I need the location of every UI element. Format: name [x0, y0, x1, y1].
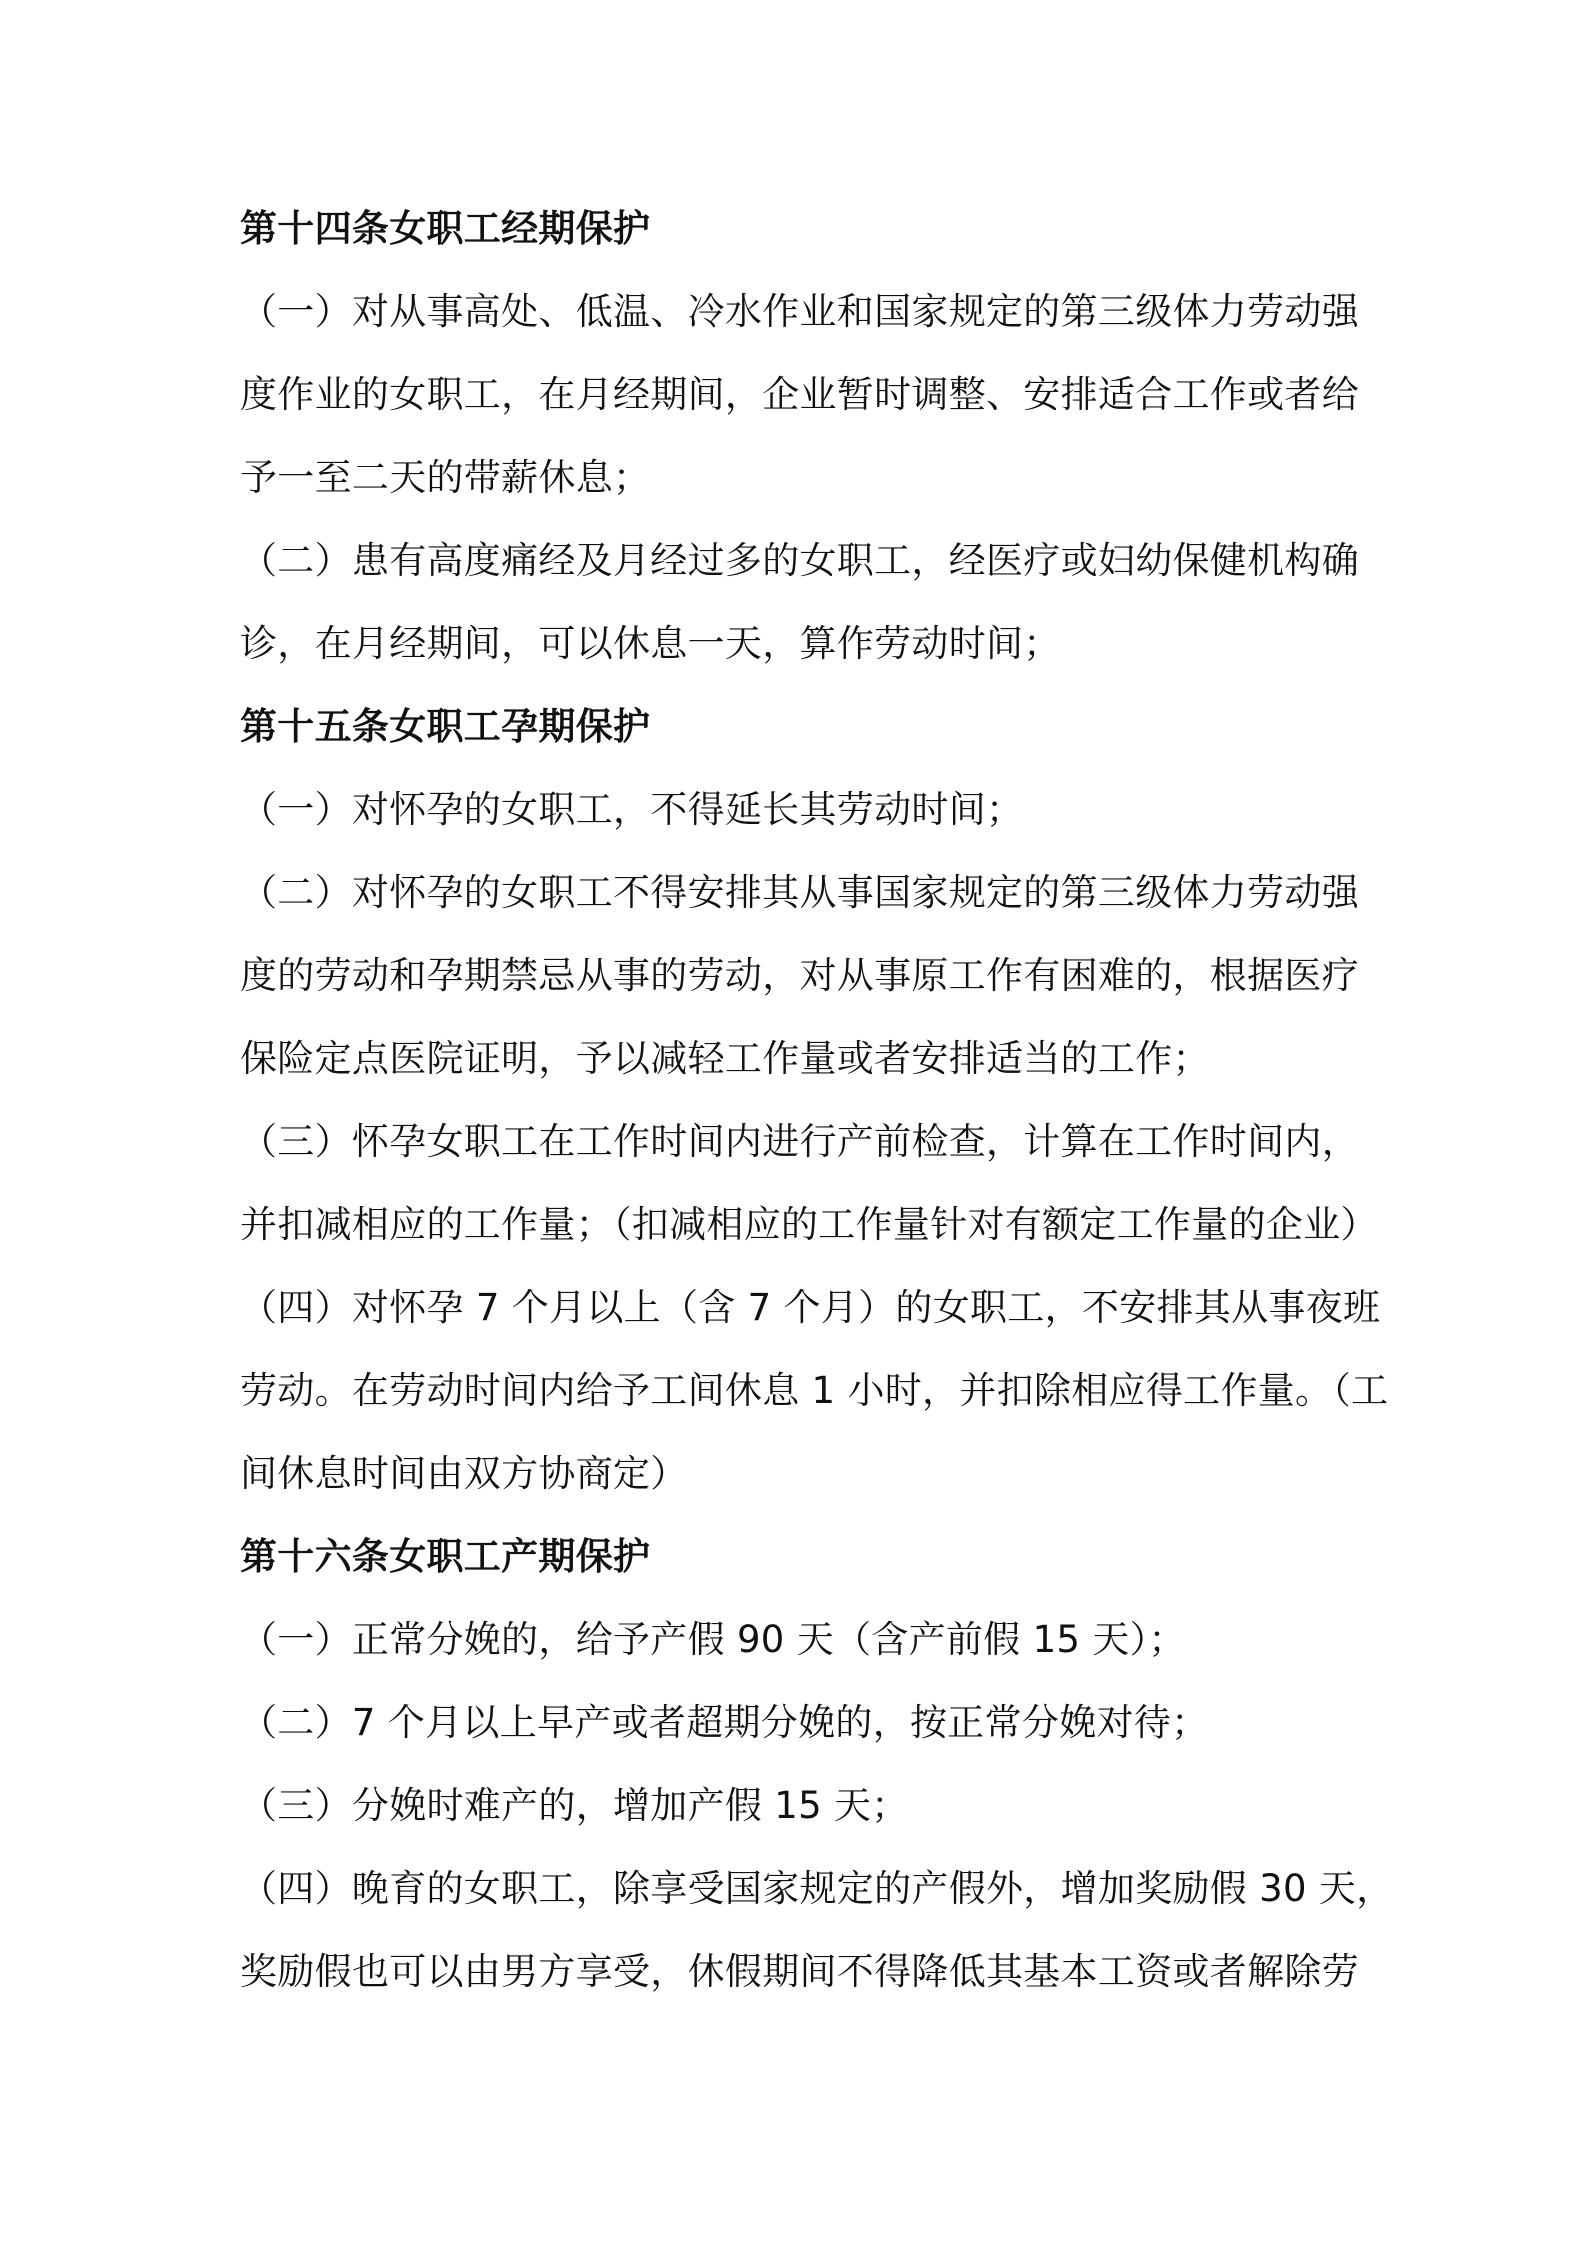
paragraph-line: 间休息时间由双方协商定） — [240, 1452, 688, 1495]
paragraph-line: （一）对从事高处、低温、冷水作业和国家规定的第三级体力劳动强 — [240, 290, 1359, 333]
paragraph-line: （四）晚育的女职工，除享受国家规定的产假外，增加奖励假 30 天， — [240, 1867, 1394, 1910]
article-15-heading: 第十五条女职工孕期保护 — [240, 705, 651, 748]
paragraph-line: （二）对怀孕的女职工不得安排其从事国家规定的第三级体力劳动强 — [240, 871, 1359, 914]
paragraph-line: （四）对怀孕 7 个月以上（含 7 个月）的女职工，不安排其从事夜班 — [240, 1286, 1381, 1329]
paragraph-line: （一）正常分娩的，给予产假 90 天（含产前假 15 天）； — [240, 1618, 1186, 1661]
paragraph-line: （三）怀孕女职工在工作时间内进行产前检查，计算在工作时间内， — [240, 1120, 1359, 1163]
paragraph-line: 奖励假也可以由男方享受，休假期间不得降低其基本工资或者解除劳 — [240, 1950, 1359, 1993]
paragraph-line: （二）患有高度痛经及月经过多的女职工，经医疗或妇幼保健机构确 — [240, 539, 1359, 582]
paragraph-line: 度的劳动和孕期禁忌从事的劳动，对从事原工作有困难的，根据医疗 — [240, 954, 1359, 997]
paragraph-line: （三）分娩时难产的，增加产假 15 天； — [240, 1784, 909, 1827]
article-14-heading: 第十四条女职工经期保护 — [240, 207, 651, 250]
paragraph-line: （二）7 个月以上早产或者超期分娩的，按正常分娩对待； — [240, 1701, 1209, 1744]
article-16-heading: 第十六条女职工产期保护 — [240, 1535, 651, 1578]
paragraph-line: （一）对怀孕的女职工，不得延长其劳动时间； — [240, 788, 1024, 831]
paragraph-line: 予一至二天的带薪休息； — [240, 456, 651, 499]
paragraph-line: 保险定点医院证明，予以减轻工作量或者安排适当的工作； — [240, 1037, 1210, 1080]
paragraph-line: 度作业的女职工，在月经期间，企业暂时调整、安排适合工作或者给 — [240, 373, 1359, 416]
paragraph-line: 诊，在月经期间，可以休息一天，算作劳动时间； — [240, 622, 1061, 665]
paragraph-line: 劳动。在劳动时间内给予工间休息 1 小时，并扣除相应得工作量。（工 — [240, 1369, 1389, 1412]
paragraph-line: 并扣减相应的工作量；（扣减相应的工作量针对有额定工作量的企业） — [240, 1203, 1378, 1246]
